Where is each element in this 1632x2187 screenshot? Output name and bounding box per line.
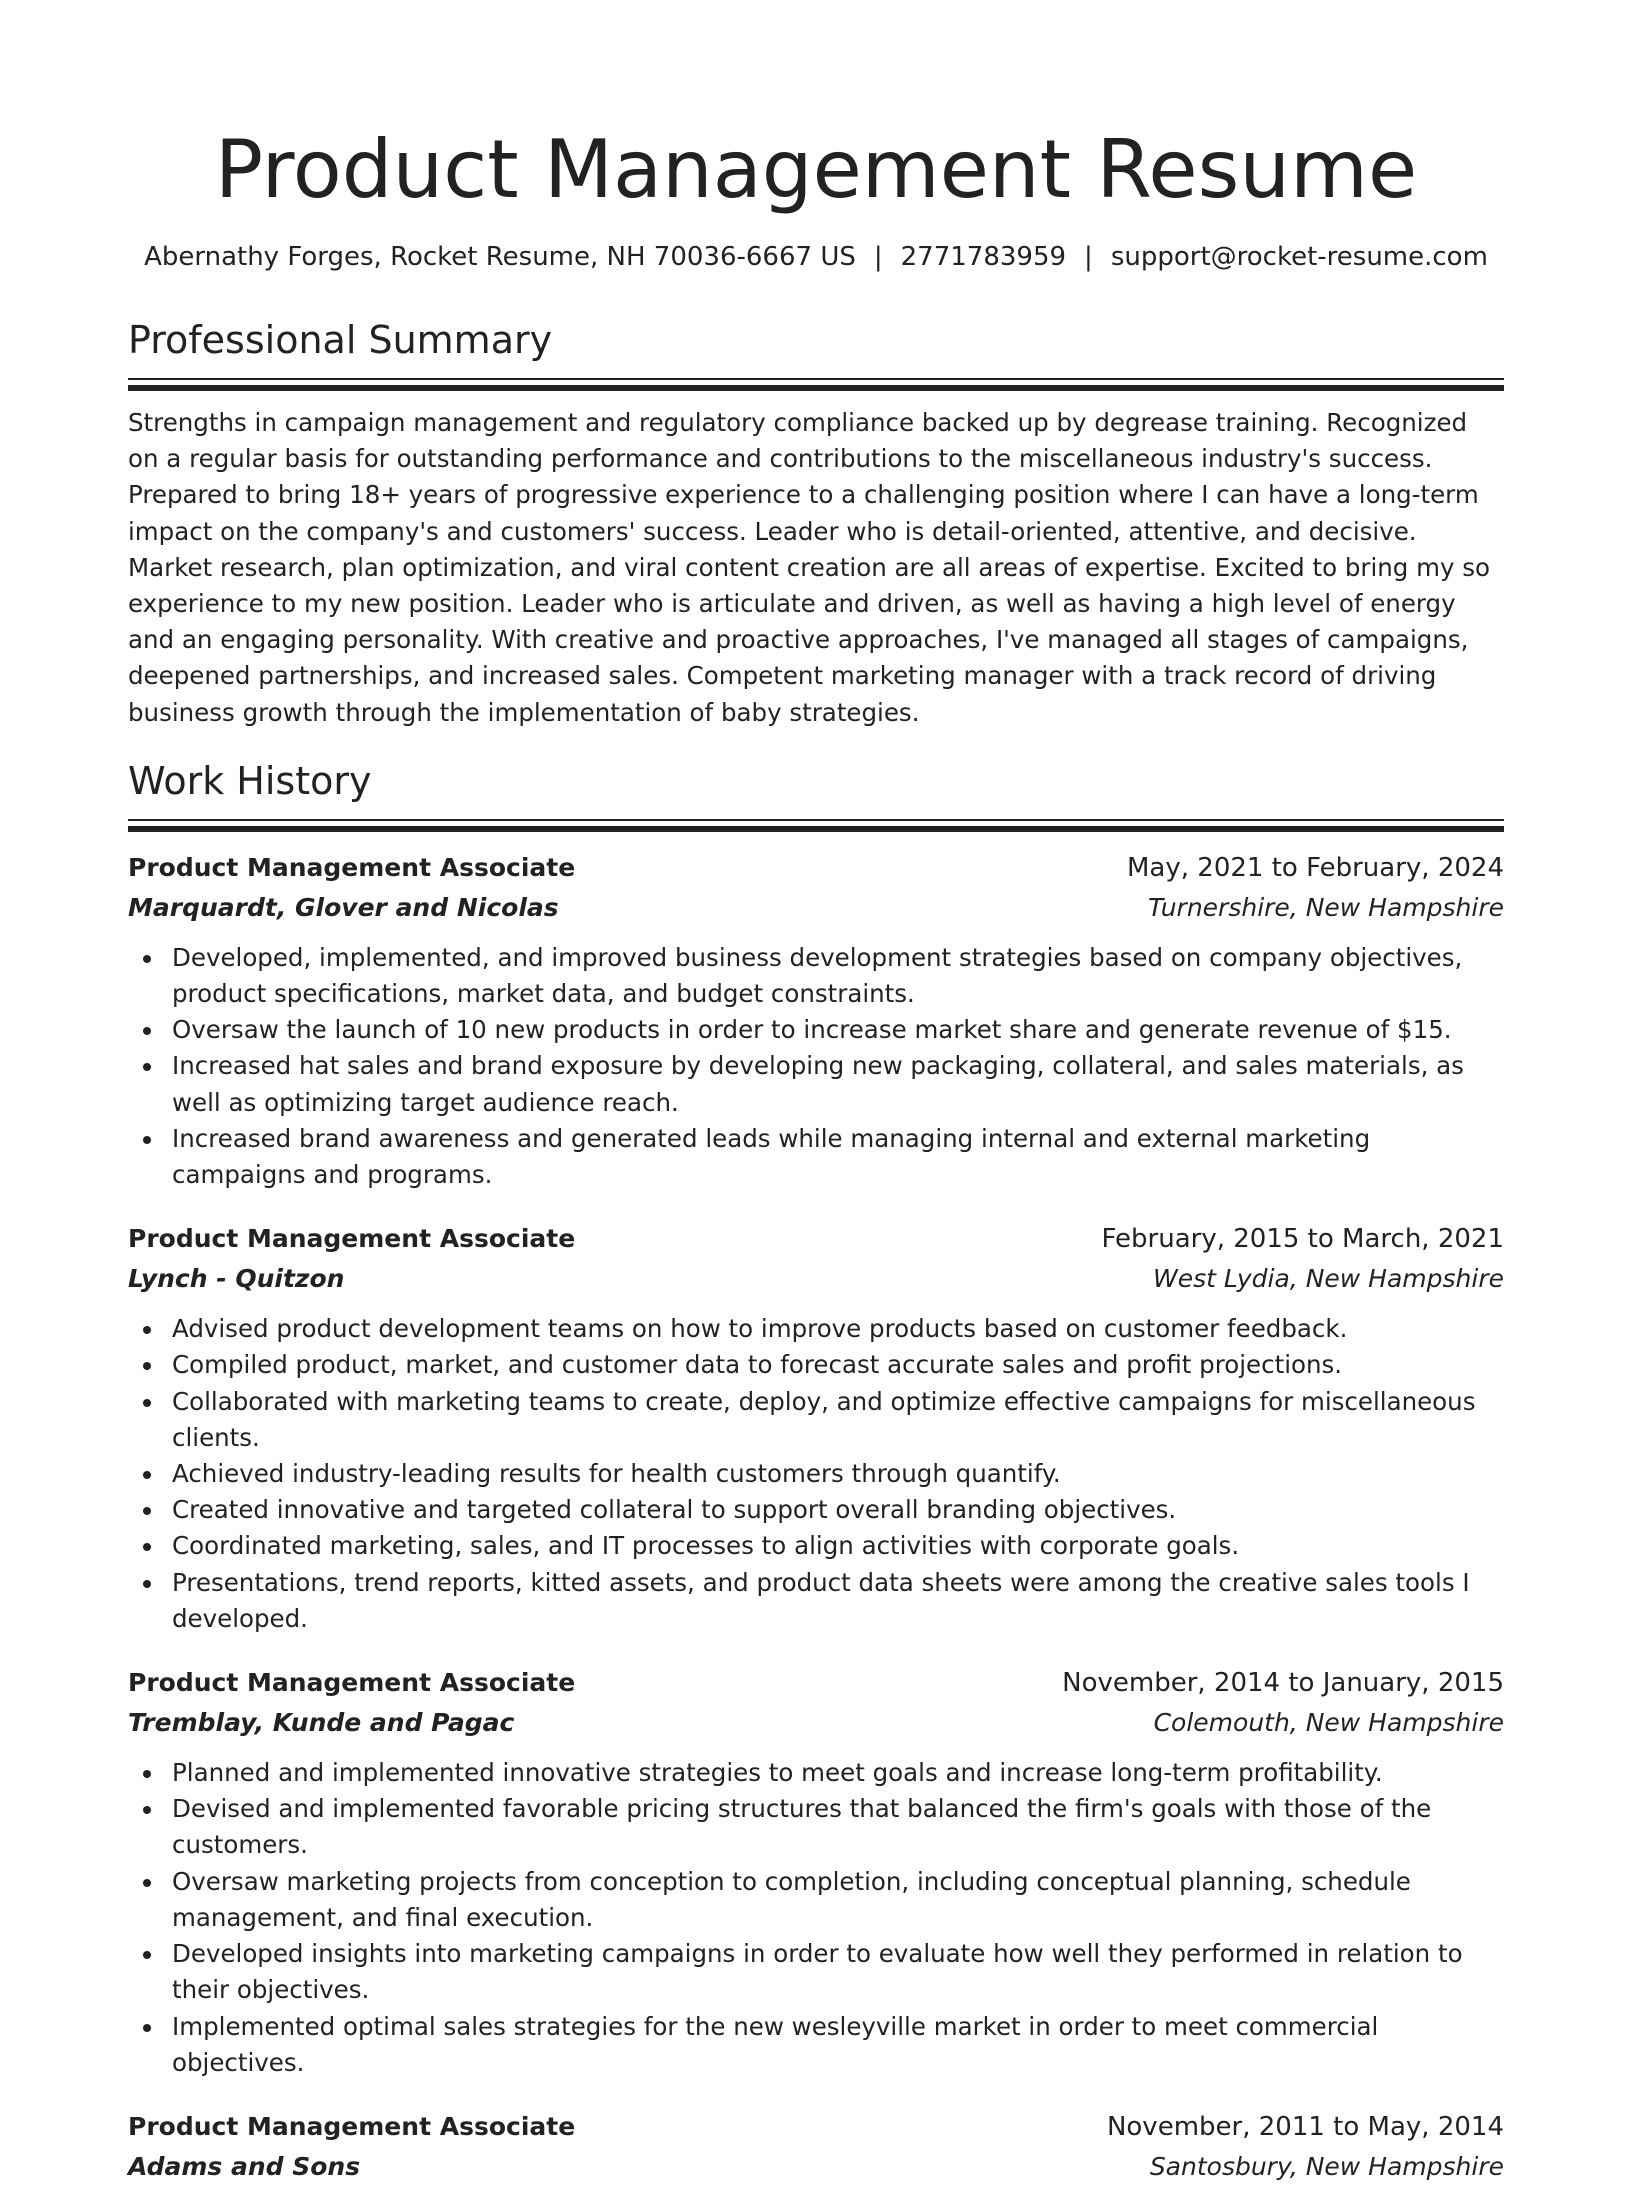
contact-separator: | <box>1084 242 1093 272</box>
job-bullets <box>128 1755 1504 2081</box>
job-bullet: Achieved industry-leading results for health customers through quantify. <box>128 1456 1504 1492</box>
job-bullets <box>128 940 1504 1193</box>
resume-page <box>128 0 1504 2187</box>
job-bullet: Increased brand awareness and generated leads while managing internal and external marketing campaigns and programs. <box>128 1121 1504 1193</box>
resume-title: Product Management Resume <box>214 123 1418 216</box>
job-company-row <box>128 2147 1504 2187</box>
job-dates: November, 2014 to January, 2015 <box>1062 1668 1504 1699</box>
job-company-row <box>128 1259 1504 1299</box>
job-company: Tremblay, Kunde and Pagac <box>128 1708 515 1738</box>
job-bullet: Increased hat sales and brand exposure by developing new packaging, collateral, and sales materials, as well as optimizing target audience reach. <box>128 1048 1504 1120</box>
contact-email: support@rocket-resume.com <box>1110 242 1488 272</box>
job-dates: November, 2011 to May, 2014 <box>1106 2111 1504 2142</box>
contact-separator: | <box>873 242 883 272</box>
job-bullet: Oversaw the launch of 10 new products in order to increase market share and generate revenue of $15. <box>128 1012 1504 1048</box>
job-entry <box>128 1219 1504 1637</box>
section-divider-thick <box>128 385 1504 391</box>
job-header-row <box>128 1663 1504 1703</box>
job-bullet: Developed insights into marketing campaigns in order to evaluate how well they performed in relation to their objectives. <box>128 1936 1504 2008</box>
job-entry <box>128 2107 1504 2187</box>
section-divider <box>128 378 1504 380</box>
job-bullet: Coordinated marketing, sales, and IT processes to align activities with corporate goals. <box>128 1528 1504 1564</box>
job-header-row <box>128 1219 1504 1259</box>
contact-phone: 2771783959 <box>900 242 1067 272</box>
job-header-row <box>128 2107 1504 2147</box>
job-entry <box>128 1663 1504 2081</box>
job-bullets <box>128 1311 1504 1637</box>
job-bullet: Devised and implemented favorable pricing structures that balanced the firm's goals with those of the customers. <box>128 1791 1504 1863</box>
job-location: Colemouth, New Hampshire <box>1153 1708 1504 1738</box>
job-bullet: Presentations, trend reports, kitted assets, and product data sheets were among the creative sales tools I developed. <box>128 1565 1504 1637</box>
job-bullet: Advised product development teams on how to improve products based on customer feedback. <box>128 1311 1504 1347</box>
section-divider <box>128 819 1504 821</box>
job-bullet: Developed, implemented, and improved business development strategies based on company objectives, product specifications, market data, and budget constraints. <box>128 940 1504 1012</box>
job-company: Lynch - Quitzon <box>128 1264 345 1294</box>
job-company: Marquardt, Glover and Nicolas <box>128 892 559 922</box>
work-history-heading: Work History <box>128 758 372 803</box>
contact-address: Abernathy Forges, Rocket Resume, NH 70036-6667 US <box>144 242 856 272</box>
job-company: Adams and Sons <box>128 2151 361 2181</box>
job-title: Product Management Associate <box>128 2111 576 2141</box>
job-bullet: Collaborated with marketing teams to create, deploy, and optimize effective campaigns for miscellaneous clients. <box>128 1384 1504 1456</box>
job-dates: February, 2015 to March, 2021 <box>1101 1224 1504 1255</box>
job-bullet: Oversaw marketing projects from conception to completion, including conceptual planning, schedule management, and final execution. <box>128 1864 1504 1936</box>
job-bullet: Implemented optimal sales strategies for the new wesleyville market in order to meet commercial objectives. <box>128 2009 1504 2081</box>
job-header-row <box>128 848 1504 888</box>
job-bullet: Created innovative and targeted collateral to support overall branding objectives. <box>128 1492 1504 1528</box>
contact-line <box>128 240 1504 274</box>
job-dates: May, 2021 to February, 2024 <box>1127 852 1504 883</box>
job-title: Product Management Associate <box>128 1668 576 1698</box>
job-location: Turnershire, New Hampshire <box>1147 892 1504 922</box>
job-company-row <box>128 1703 1504 1743</box>
summary-text: Strengths in campaign management and regulatory compliance backed up by degrease training. Recognized on a regular basis for outstanding performance and contributions to the miscellaneous industry's success. Prepared to bring 18+ years of progressive experience to a challenging position where I can have a long-term impact on the company's and customers' success. Leader who is detail-oriented, attentive, and decisive. Market research, plan optimization, and viral content creation are all areas of expertise. Excited to bring my so experience to my new position. Leader who is articulate and driven, as well as having a high level of energy and an engaging personality. With creative and proactive approaches, I've managed all stages of campaigns, deepened partnerships, and increased sales. Competent marketing manager with a track record of driving business growth through the implementation of baby strategies. <box>128 408 1491 727</box>
job-company-row <box>128 888 1504 928</box>
summary-heading: Professional Summary <box>128 318 553 362</box>
job-location: West Lydia, New Hampshire <box>1152 1264 1504 1294</box>
job-bullet: Planned and implemented innovative strategies to meet goals and increase long-term profitability. <box>128 1755 1504 1791</box>
section-divider-thick <box>128 826 1504 832</box>
job-bullet: Compiled product, market, and customer data to forecast accurate sales and profit projections. <box>128 1347 1504 1383</box>
job-entry <box>128 848 1504 1193</box>
job-title: Product Management Associate <box>128 1224 576 1254</box>
job-title: Product Management Associate <box>128 852 576 882</box>
job-location: Santosbury, New Hampshire <box>1149 2151 1504 2181</box>
